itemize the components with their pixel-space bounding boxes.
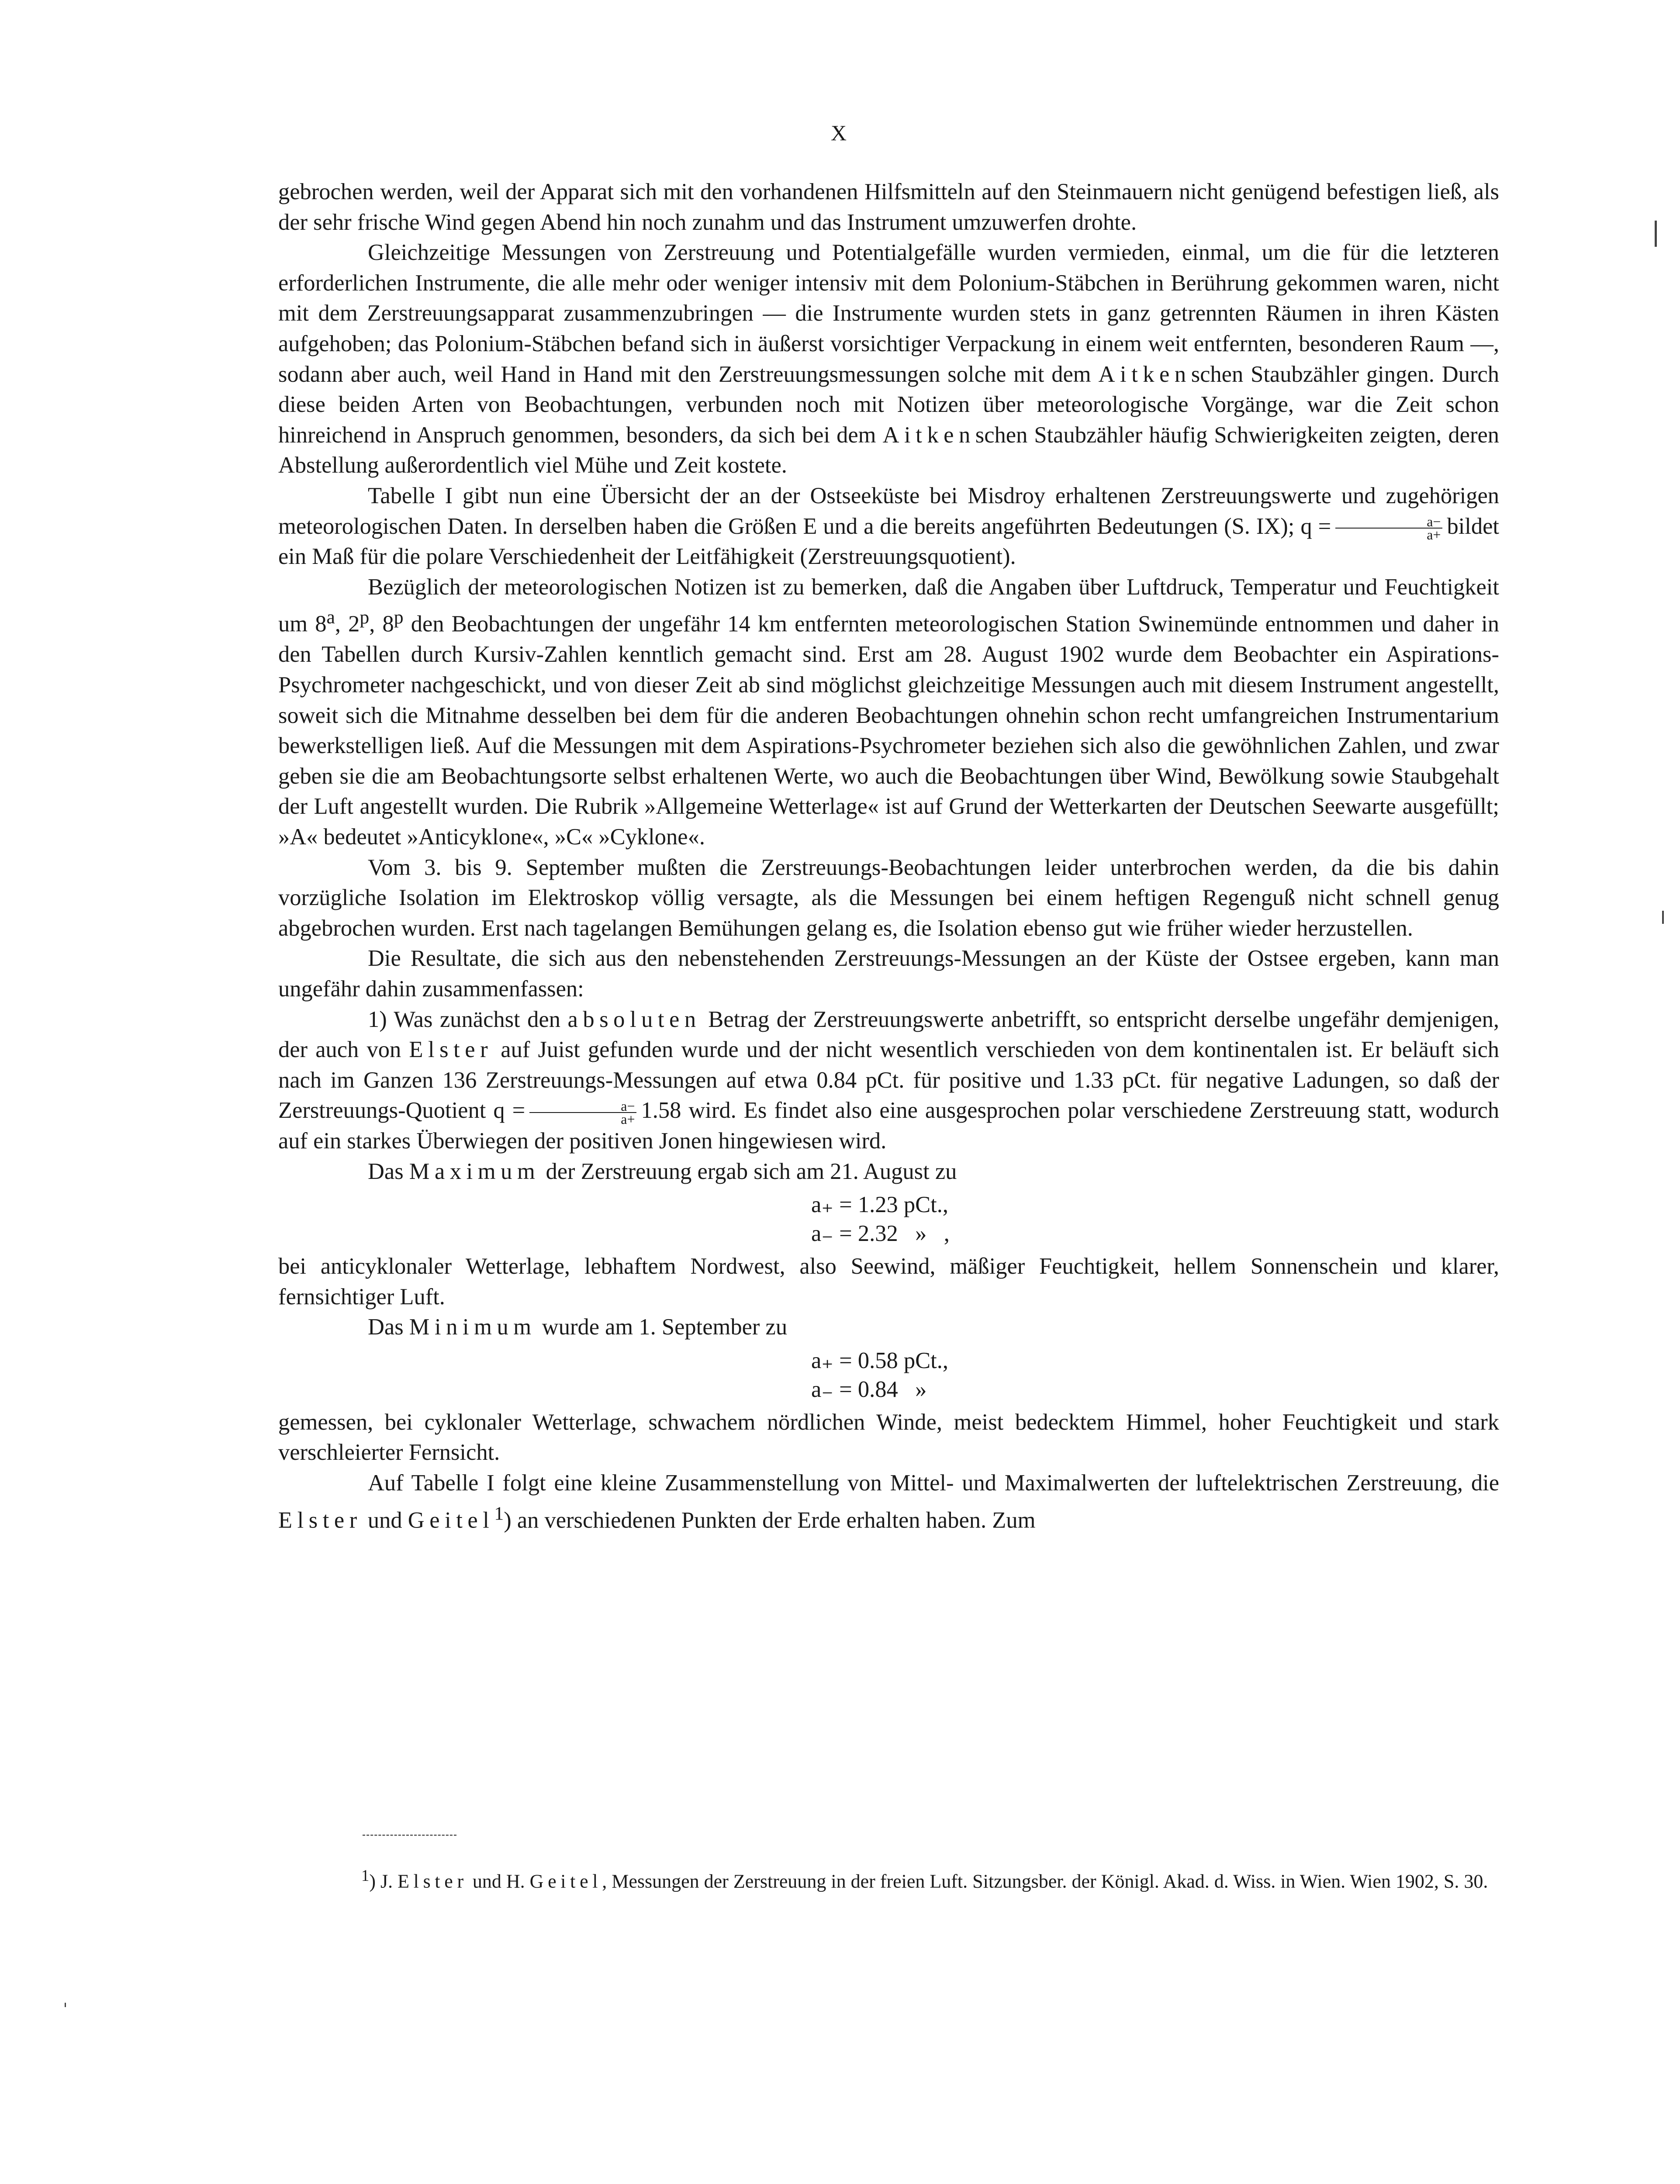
superscript: p <box>394 607 404 628</box>
name-elster: Elster <box>278 1507 362 1533</box>
text-run: Tabelle I gibt nun eine Übersicht der an der Ostseeküste bei Misdroy erhaltenen Zerstreuungswerte und zugehörigen meteorologischen Daten. In derselben haben die Größen E und a die bereits angeführten Bedeutungen (S. IX); q = <box>278 483 1499 539</box>
footnote-rule <box>363 1835 456 1836</box>
paragraph-7 <box>278 1005 1499 1157</box>
body-text <box>278 177 1499 1536</box>
text-run: gemessen, bei cyklonaler Wetterlage, schwachem nördlichen Winde, meist bedecktem Himmel, hoher Feuchtigkeit und stark verschleierter Fernsicht. <box>278 1409 1499 1465</box>
superscript: p <box>360 607 370 628</box>
paragraph-4 <box>278 572 1499 853</box>
fraction-denominator: a+ <box>621 1111 635 1127</box>
max-negative: a₋ = 2.32 » , <box>811 1221 950 1247</box>
text-run: Die Resultate, die sich aus den nebenstehenden Zerstreuungs-Messungen an der Küste der Ostsee ergeben, kann man ungefähr dahin zusammenfassen: <box>278 946 1499 1002</box>
text-run: Auf Tabelle I folgt eine kleine Zusammenstellung von Mittel- und Maximalwerten der luftelektrischen Zerstreuung, die <box>368 1470 1499 1496</box>
max-positive: a₊ = 1.23 pCt., <box>811 1192 948 1218</box>
name-aitken: Aitken <box>1098 361 1191 387</box>
paragraph-1 <box>278 177 1499 238</box>
paragraph-5 <box>278 853 1499 944</box>
quotient-fraction <box>529 1100 636 1125</box>
footnote-reference: 1 <box>494 1503 504 1524</box>
footnote <box>278 1862 1499 1895</box>
paragraph-9 <box>278 1251 1499 1312</box>
text-run: bei anticyklonaler Wetterlage, lebhaftem Nordwest, also Seewind, mäßiger Feuchtigkeit, hellem Sonnenschein und klarer, fernsichtiger Luft. <box>278 1254 1499 1310</box>
text-run: Das <box>368 1158 409 1184</box>
min-negative: a₋ = 0.84 » <box>811 1376 927 1402</box>
fraction-numerator: a− <box>529 1100 636 1113</box>
text-run: 1.58 wird. Es findet also eine ausgesprochen polar verschiedene Zerstreuung statt, wodurch auf ein starkes Überwiegen der positiven Jonen hingewiesen wird. <box>278 1098 1499 1154</box>
text-run: 1) Was zunächst den <box>368 1006 568 1032</box>
text-run: den Beobachtungen der ungefähr 14 km entfernten meteorologischen Station Swinemünde entnommen und daher in den Tabellen durch Kursiv-Zahlen kenntlich gemacht sind. Erst am 28. August 1902 wurde dem Beobachter ein Aspirations-Psychrometer nachgeschickt, und von dieser Zeit ab sind möglichst gleichzeitige Messungen auch mit diesem Instrument angestellt, soweit sich die Mitnahme desselben bei dem für die anderen Beobachtungen ohnehin schon recht umfangreichen Instrumentarium bewerkstelligen ließ. Auf die Messungen mit dem Aspirations-Psychrometer beziehen sich also die gewöhnlichen Zahlen, und zwar geben sie die am Beobachtungsorte selbst erhaltenen Werte, wo auch die Beobachtungen über Wind, Bewölkung sowie Staubgehalt der Luft angestellt wurden. Die Rubrik »Allgemeine Wetterlage« ist auf Grund der Wetterkarten der Deutschen Seewarte ausgefüllt; »A« bedeutet »Anticyklone«, »C« »Cyklone«. <box>278 611 1500 850</box>
scan-mark <box>1662 911 1664 924</box>
text-run: Gleichzeitige Messungen von Zerstreuung und Potentialgefälle wurden vermieden, einmal, um die für die letzteren erforderlichen Instrumente, die alle mehr oder weniger intensiv mit dem Polonium-Stäbchen in Berührung gekommen waren, nicht mit dem Zerstreuungsapparat zusammenzubringen — die Instrumente wurden stets in ganz getrennten Räumen in ihren Kästen aufgehoben; das Polonium-Stäbchen befand sich in äußerst vorsichtiger Verpackung in einem weit entfernten, besonderen Raum —, sodann aber auch, weil Hand in Hand mit den Zerstreuungsmessungen solche mit dem <box>278 240 1499 387</box>
name-elster: Elster <box>409 1037 493 1063</box>
page-number: X <box>830 121 850 145</box>
text-run: Bezüglich der meteorologischen Notizen ist zu bemerken, daß die Angaben über Luftdruck, Temperatur und Feuchtigkeit um 8 <box>278 574 1499 637</box>
text-run: , 2 <box>335 611 360 637</box>
text-run: schen Staubzähler häufig Schwierigkeiten zeigten, deren Abstellung außerordentlich viel Mühe und Zeit kostete. <box>278 422 1499 478</box>
paragraph-2 <box>278 238 1499 481</box>
emphasis-maximum: Maximum <box>409 1158 540 1184</box>
text-run: , Messungen der Zerstreuung in der freien Luft. Sitzungsber. der Königl. Akad. d. Wiss. in Wien. Wien 1902, S. 30. <box>602 1870 1488 1892</box>
text-run: und <box>362 1507 408 1533</box>
emphasis-absoluten: absoluten <box>567 1006 701 1032</box>
text-run: schen Staubzähler gingen. Durch diese beiden Arten von Beobachtungen, verbunden noch mit Notizen über meteorologische Vorgänge, war die Zeit schon hinreichend in Anspruch genommen, besonders, da sich bei dem <box>278 361 1499 448</box>
paragraph-12 <box>278 1468 1499 1536</box>
text-run: und H. <box>467 1870 530 1892</box>
fraction-numerator: a− <box>1335 515 1442 529</box>
emphasis-minimum: Minimum <box>409 1314 536 1340</box>
scan-mark <box>65 2003 66 2007</box>
min-positive: a₊ = 0.58 pCt., <box>811 1348 948 1373</box>
name-geitel: Geitel <box>408 1507 494 1533</box>
paragraph-8 <box>278 1157 1499 1187</box>
text-run: wurde am 1. September zu <box>536 1314 788 1340</box>
paragraph-11 <box>278 1407 1499 1468</box>
scan-mark <box>1655 221 1657 247</box>
text-run: der Zerstreuung ergab sich am 21. August zu <box>540 1158 957 1184</box>
paragraph-6 <box>278 943 1499 1004</box>
footnote-text <box>278 1862 1499 1895</box>
name-geitel: Geitel <box>529 1870 602 1892</box>
paragraph-10 <box>278 1312 1499 1343</box>
text-run: Das <box>368 1314 409 1340</box>
name-elster: Elster <box>398 1870 468 1892</box>
text-run: Betrag der Zerstreuungswerte anbetrifft, so entspricht derselbe ungefähr demjenigen, der auch von <box>278 1006 1500 1063</box>
superscript: a <box>326 607 335 628</box>
minimum-values <box>811 1346 1499 1404</box>
text-run: , 8 <box>369 611 394 637</box>
text-run: ) an verschiedenen Punkten der Erde erhalten haben. Zum <box>504 1507 1036 1533</box>
text-run: gebrochen werden, weil der Apparat sich mit den vorhandenen Hilfsmitteln auf den Steinmauern nicht genügend befestigen ließ, als der sehr frische Wind gegen Abend hin noch zunahm und das Instrument umzuwerfen drohte. <box>278 179 1499 235</box>
text-run: ) J. <box>369 1870 398 1892</box>
text-run: auf Juist gefunden wurde und der nicht wesentlich verschieden von dem kontinentalen ist. Er beläuft sich nach im Ganzen 136 Zerstreuungs-Messungen auf etwa 0.84 pCt. für positive und 1.33 pCt. für negative Ladungen, so daß der Zerstreuungs-Quotient q = <box>278 1037 1499 1123</box>
footnote-mark: 1 <box>361 1866 370 1884</box>
text-run: Vom 3. bis 9. September mußten die Zerstreuungs-Beobachtungen leider unterbrochen werden, da die bis dahin vorzügliche Isolation im Elektroskop völlig versagte, als die Messungen bei einem heftigen Regenguß nicht schnell genug abgebrochen wurden. Erst nach tagelangen Bemühungen gelang es, die Isolation ebenso gut wie früher wieder herzustellen. <box>278 854 1499 941</box>
maximum-values <box>811 1190 1499 1248</box>
text-run: bildet ein Maß für die polare Verschiedenheit der Leitfähigkeit (Zerstreuungsquotient). <box>278 513 1499 570</box>
fraction-denominator: a+ <box>1427 527 1441 543</box>
paragraph-3 <box>278 481 1499 572</box>
name-aitken: Aitken <box>882 422 975 448</box>
quotient-fraction <box>1335 515 1442 541</box>
